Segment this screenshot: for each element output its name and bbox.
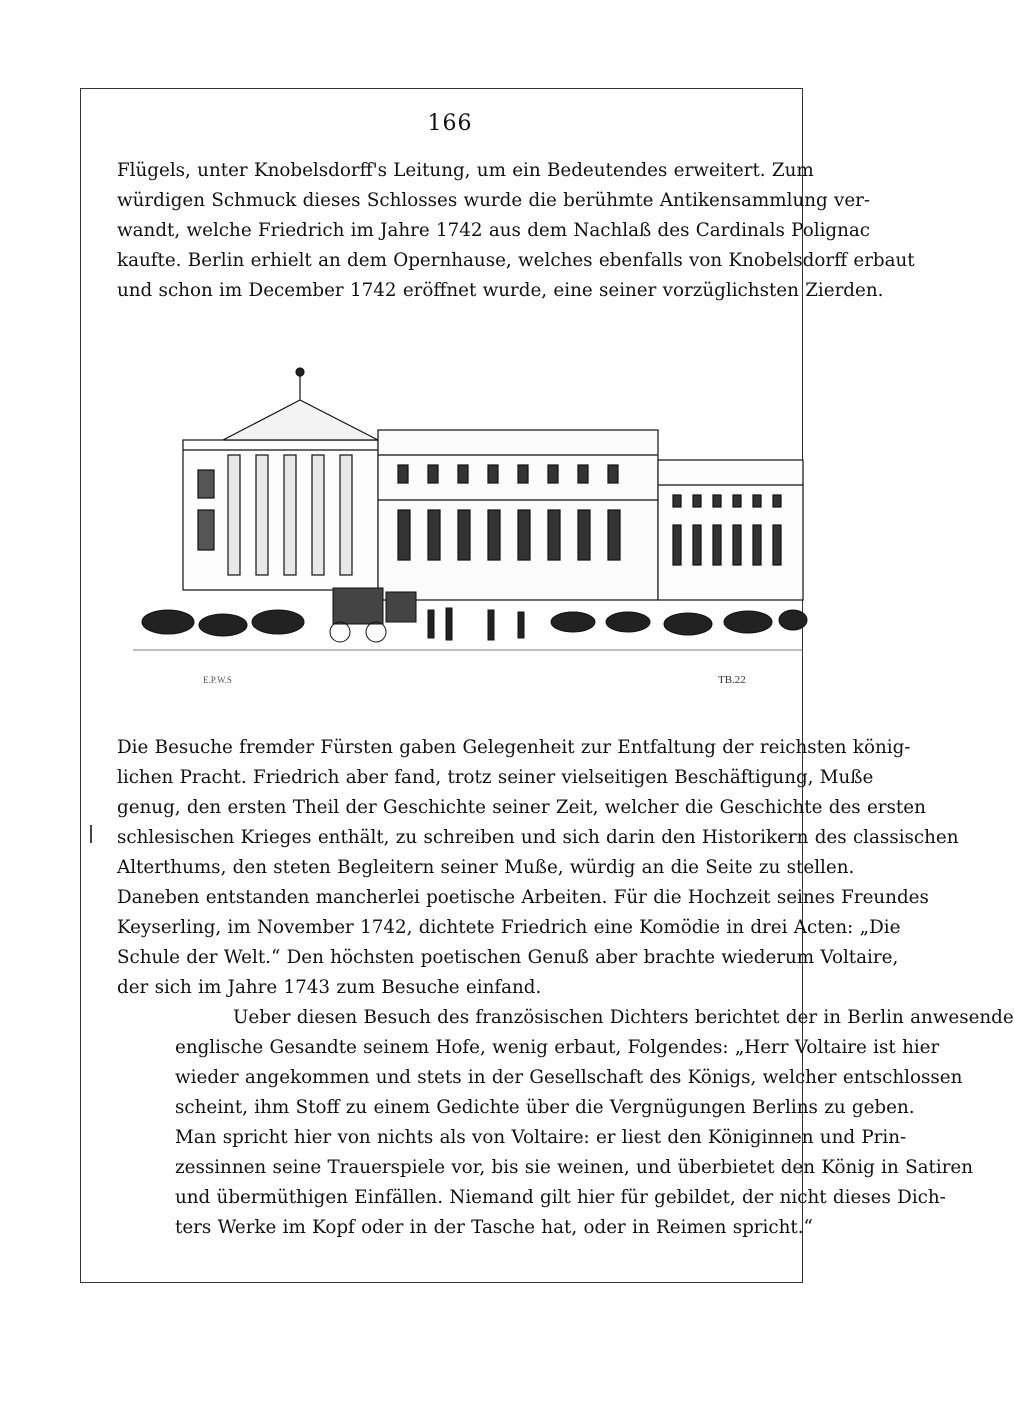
text-line: lichen Pracht. Friedrich aber fand, trotz seiner vielseitigen Beschäftigung, Muße: [117, 767, 874, 788]
bottom-paragraphs: [117, 733, 1014, 1243]
engraver-signature-right: TB.22: [718, 674, 746, 686]
text-line: ters Werke im Kopf oder in der Tasche hat, oder in Reimen spricht.“: [175, 1217, 813, 1238]
text-line: wieder angekommen und stets in der Gesellschaft des Königs, welcher entschlossen: [175, 1067, 963, 1088]
text-line: Ueber diesen Besuch des französischen Dichters berichtet der in Berlin anwesende: [233, 1007, 1014, 1028]
text-line: scheint, ihm Stoff zu einem Gedichte über die Vergnügungen Berlins zu geben.: [175, 1097, 915, 1118]
page-number: 166: [427, 111, 473, 136]
building-main-wing: [378, 430, 658, 600]
text-line: Alterthums, den steten Begleitern seiner Muße, würdig an die Seite zu stellen.: [117, 857, 855, 878]
text-line: und übermüthigen Einfällen. Niemand gilt hier für gebildet, der nicht dieses Dich-: [175, 1187, 946, 1208]
paragraph-2: [117, 1003, 1014, 1243]
margin-mark: [90, 825, 92, 843]
text-line: englische Gesandte seinem Hofe, wenig erbaut, Folgendes: „Herr Voltaire ist hier: [175, 1037, 940, 1058]
text-line: kaufte. Berlin erhielt an dem Opernhause, welches ebenfalls von Knobelsdorff erbaut: [117, 250, 915, 271]
opera-house-engraving: [128, 360, 808, 690]
text-line: Daneben entstanden mancherlei poetische Arbeiten. Für die Hochzeit seines Freundes: [117, 887, 929, 908]
text-line: Keyserling, im November 1742, dichtete Friedrich eine Komödie in drei Acten: „Die: [117, 917, 901, 938]
text-line: der sich im Jahre 1743 zum Besuche einfand.: [117, 977, 542, 998]
building-left-wing: [183, 368, 378, 590]
building-right-wing: [658, 460, 803, 600]
text-line: schlesischen Krieges enthält, zu schreiben und sich darin den Historikern des classischen: [117, 827, 959, 848]
text-line: Man spricht hier von nichts als von Voltaire: er liest den Königinnen und Prin-: [175, 1127, 907, 1148]
top-paragraph: [117, 156, 915, 306]
text-line: wandt, welche Friedrich im Jahre 1742 aus dem Nachlaß des Cardinals Polignac: [117, 220, 871, 241]
text-line: zessinnen seine Trauerspiele vor, bis sie weinen, und überbietet den König in Satiren: [175, 1157, 974, 1178]
text-line: genug, den ersten Theil der Geschichte seiner Zeit, welcher die Geschichte des ersten: [117, 797, 926, 818]
text-line: Die Besuche fremder Fürsten gaben Gelegenheit zur Entfaltung der reichsten könig-: [117, 737, 911, 758]
engraver-signature-left: E.P.W.S: [203, 675, 232, 685]
text-line: würdigen Schmuck dieses Schlosses wurde die berühmte Antikensammlung ver-: [117, 190, 871, 211]
text-line: Schule der Welt.“ Den höchsten poetischen Genuß aber brachte wiederum Voltaire,: [117, 947, 899, 968]
text-line: und schon im December 1742 eröffnet wurde, eine seiner vorzüglichsten Zierden.: [117, 280, 884, 301]
paragraph-1: [117, 733, 959, 1003]
text-line: Flügels, unter Knobelsdorff's Leitung, um ein Bedeutendes erweitert. Zum: [117, 160, 814, 181]
